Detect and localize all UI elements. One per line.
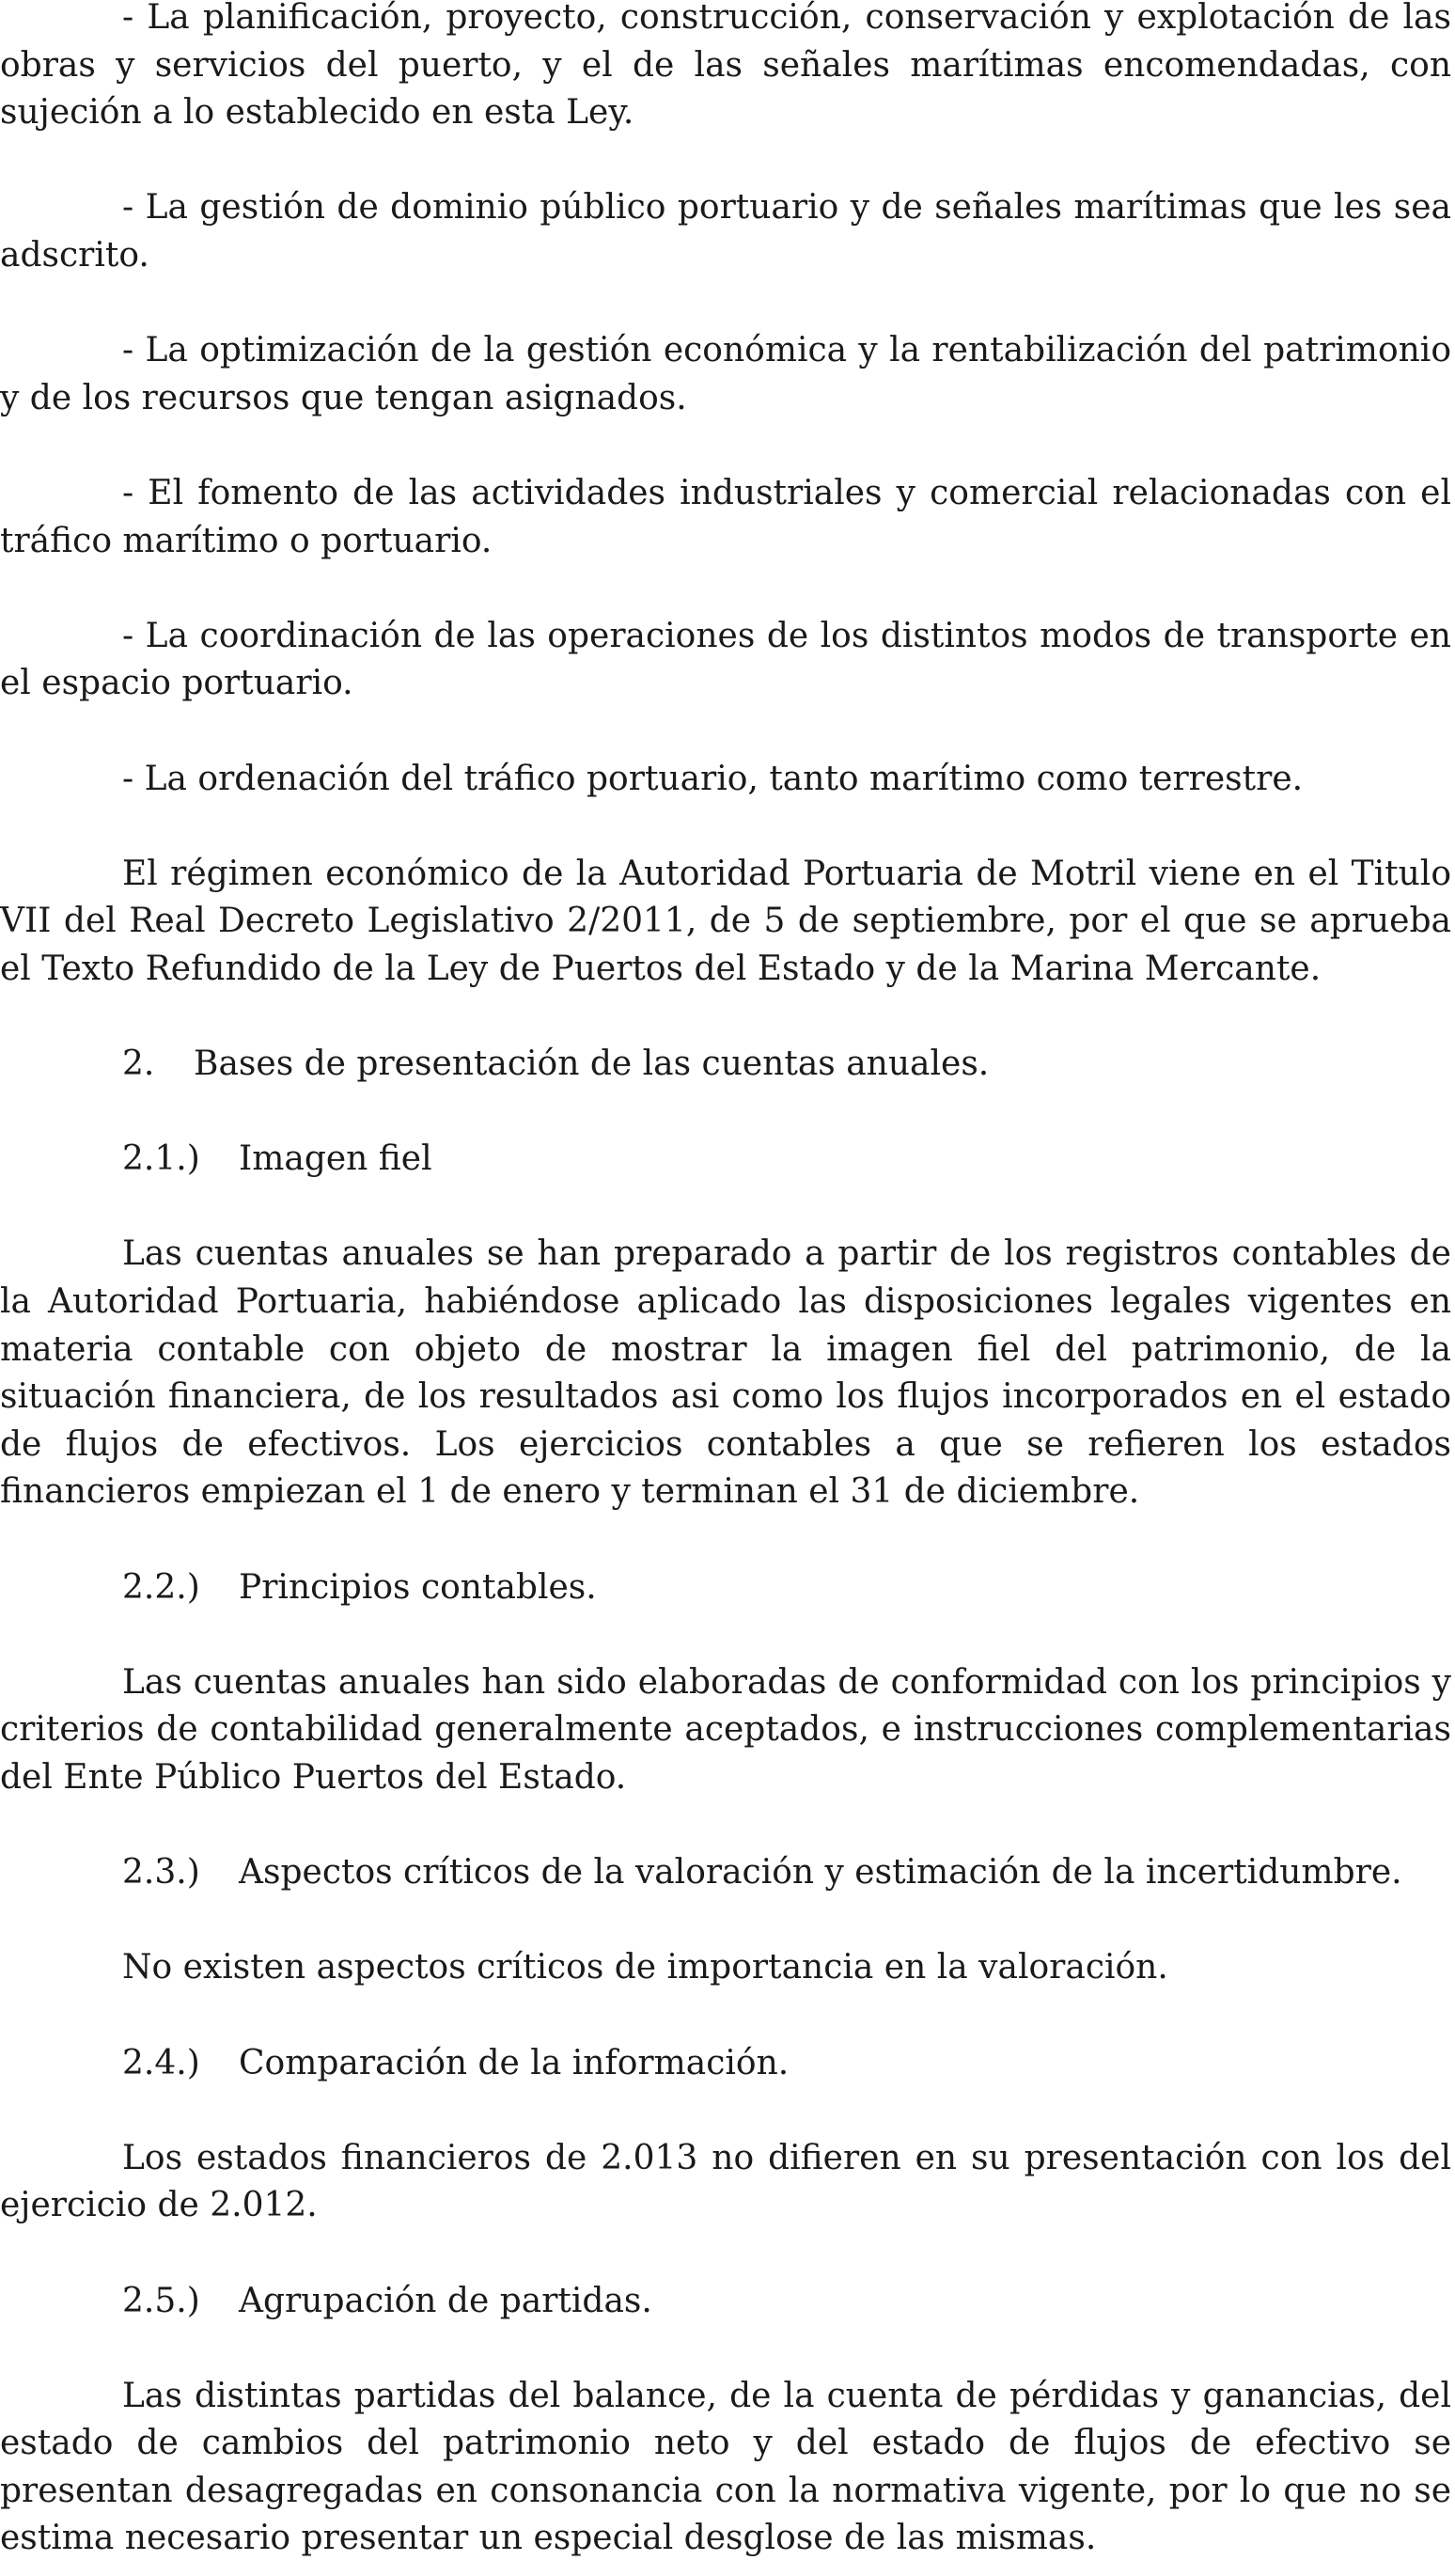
- subsection-title: Agrupación de partidas.: [239, 2281, 652, 2320]
- paragraph-true-image: Las cuentas anuales se han preparado a partir de los registros contables de la Autoridad Portuaria, habiéndose aplicado las disposiciones legales vigentes en materia contable con objeto de mostrar la imagen fiel del patrimonio, de la situación financiera, de los resultados asi como los flujos incorporados en el estado de flujos de efectivos. Los ejercicios contables a que se refieren los estados financieros empiezan el 1 de enero y terminan el 31 de diciembre.: [0, 1234, 1451, 1512]
- paragraph-information-comparison: Los estados financieros de 2.013 no difieren en su presentación con los del ejercicio de 2.012.: [0, 2138, 1451, 2225]
- subsection-number: 2.2.): [122, 1567, 200, 1607]
- subsection-title: Imagen fiel: [239, 1139, 432, 1179]
- paragraph-economic-regime: El régimen económico de la Autoridad Portuaria de Motril viene en el Titulo VII del Real Decreto Legislativo 2/2011, de 5 de septiembre, por el que se aprueba el Texto Refundido de la Ley de Puertos del Estado y de la Marina Mercante.: [0, 854, 1451, 988]
- paragraph-functions-industrial-activities: - El fomento de las actividades industriales y comercial relacionadas con el tráfico marítimo o portuario.: [0, 473, 1451, 560]
- subsection-number: 2.5.): [122, 2281, 200, 2320]
- paragraph-functions-planning: - La planificación, proyecto, construcción, conservación y explotación de las obras y servicios del puerto, y el de las señales marítimas encomendadas, con sujeción a lo establecido en esta Ley.: [0, 0, 1451, 133]
- section-number: 2.: [122, 1045, 155, 1084]
- subsection-heading-2-2: [0, 1564, 1451, 1612]
- section-title: Bases de presentación de las cuentas anuales.: [194, 1045, 990, 1084]
- paragraph-functions-traffic-management: - La ordenación del tráfico portuario, tanto marítimo como terrestre.: [122, 759, 1304, 798]
- paragraph-critical-aspects: No existen aspectos críticos de importancia en la valoración.: [122, 1948, 1168, 1987]
- subsection-heading-2-3: [0, 1849, 1451, 1897]
- section-heading-2: [0, 1041, 1451, 1089]
- subsection-title: Comparación de la información.: [239, 2043, 790, 2082]
- subsection-number: 2.1.): [122, 1139, 200, 1179]
- subsection-heading-2-5: [0, 2278, 1451, 2326]
- subsection-heading-2-4: [0, 2040, 1451, 2088]
- subsection-number: 2.3.): [122, 1853, 200, 1893]
- paragraph-accounting-principles: Las cuentas anuales han sido elaboradas de conformidad con los principios y criterios de contabilidad generalmente aceptados, e instrucciones complementarias del Ente Público Puertos del Estado.: [0, 1662, 1451, 1797]
- paragraph-functions-public-domain: - La gestión de dominio público portuario y de señales marítimas que les sea adscrito.: [0, 188, 1451, 275]
- paragraph-functions-economic-management: - La optimización de la gestión económica y la rentabilización del patrimonio y de los recursos que tengan asignados.: [0, 331, 1451, 417]
- paragraph-grouping-items: Las distintas partidas del balance, de la cuenta de pérdidas y ganancias, del estado de cambios del patrimonio neto y del estado de flujos de efectivo se presentan desagregadas en consonancia con la normativa vigente, por lo que no se estima necesario presentar un especial desglose de las mismas.: [0, 2376, 1451, 2558]
- subsection-number: 2.4.): [122, 2043, 200, 2082]
- subsection-title: Principios contables.: [239, 1567, 597, 1607]
- subsection-title: Aspectos críticos de la valoración y estimación de la incertidumbre.: [239, 1853, 1402, 1893]
- subsection-heading-2-1: [0, 1136, 1451, 1184]
- paragraph-functions-transport-coordination: - La coordinación de las operaciones de los distintos modos de transporte en el espacio portuario.: [0, 616, 1451, 703]
